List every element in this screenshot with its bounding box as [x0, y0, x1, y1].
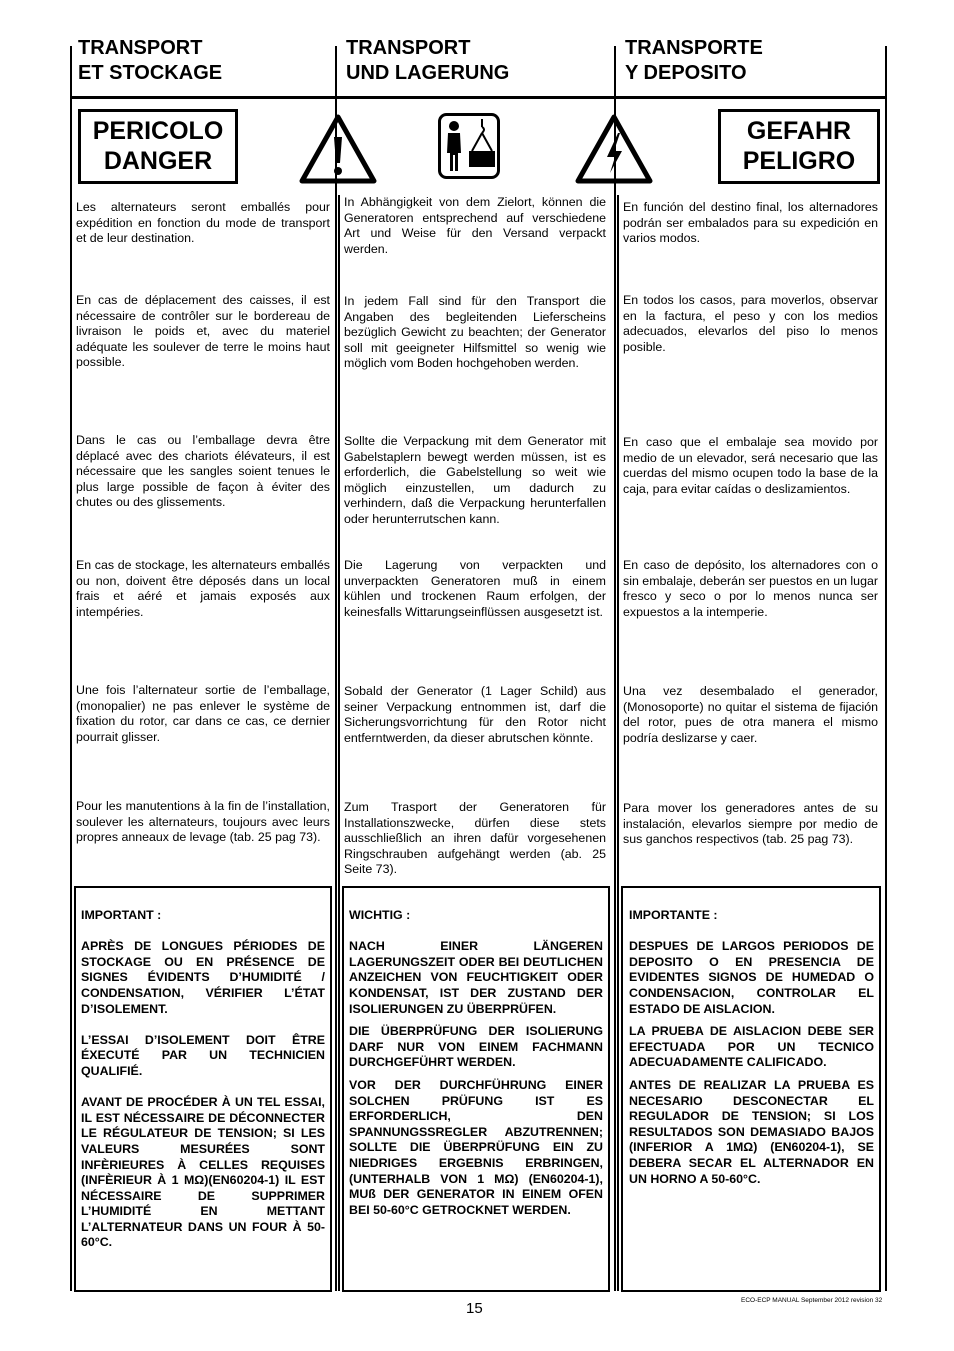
- important-p2-de: DIE ÜBERPRÜFUNG DER ISOLIERUNG DARF NUR VON EINEM FACHMANN DURCHGEFÜHRT WERDEN.: [349, 1024, 603, 1070]
- paragraph-de-5: Sobald der Generator (1 Lager Schild) aus seiner Verpackung entnommen ist, darf die Sicherungsvorrichtung für den Rotor nicht entferntwerden, da dieser abrutschen könnte.: [344, 684, 606, 745]
- important-text-es: [629, 908, 874, 1203]
- paragraph-de-2: In jedem Fall sind für den Transport die Angaben des begleitenden Lieferscheins bezüglich Gewicht zu beachten; der Generator soll mit geeigneter Hilfsmittel so wenig wie möglich vom Boden hochgehoben werden.: [344, 294, 606, 370]
- important-p3-fr: AVANT DE PROCÉDER À UN TEL ESSAI, IL EST NÉCESSAIRE DE DÉCONNECTER LE RÉGULATEUR DE TENSION; SI LES VALEURS MESURÉES SONT INFÈRIEURES À CELLES REQUISES (INFÈRIEUR À 1 MΩ)(EN60204-1) IL EST NÉCESSAIRE DE SUPPRIMER L’HUMIDITÉ EN METTANT L’ALTERNATEUR DANS UN FOUR À 50-60°C.: [81, 1095, 325, 1250]
- column-line: [617, 195, 619, 1291]
- header-fr: TRANSPORT ET STOCKAGE: [78, 37, 223, 84]
- important-p2-fr: L’ESSAI D’ISOLEMENT DOIT ÊTRE ÉXECUTÉ PAR UN TECHNICIEN QUALIFIÉ.: [81, 1032, 325, 1078]
- column-line: [614, 46, 616, 1291]
- important-title-es: IMPORTANTE :: [629, 908, 718, 922]
- warning-box-left: PERICOLO DANGER: [78, 109, 238, 184]
- important-p3-es: ANTES DE REALIZAR LA PRUEBA ES NECESARIO DESCONECTAR EL REGULADOR DE TENSION; SI LOS RESULTADOS SON DEMASIADO BAJOS (INFERIOR A 1MΩ) (EN60204-1), SE DEBERA SECAR EL ALTERNADOR EN UN HORNO A 50-60°C.: [629, 1077, 874, 1186]
- paragraph-fr-6: Pour les manutentions à la fin de l’installation, soulever les alternateurs, toujours avec leurs propres anneaux de levage (tab. 25 pag 73).: [76, 799, 330, 844]
- paragraph-fr-1: Les alternateurs seront emballés pour expédition en fonction du mode de transport et de leur destination.: [76, 200, 330, 245]
- paragraph-es-6: Para mover los generadores antes de su instalación, elevarlos siempre por medio de sus ganchos respectivos (tab. 25 pag 73).: [623, 801, 878, 846]
- important-text-fr: [81, 908, 325, 1267]
- paragraph-es-4: En caso de depósito, los alternadores con o sin embalaje, deberán ser puestos en un lugar fresco y seco o por lo menos nunca ser expuestos a la intemperie.: [623, 558, 878, 619]
- warning-box-right: GEFAHR PELIGRO: [718, 109, 880, 184]
- paragraph-es-2: En todos los casos, para moverlos, observar en la factura, el peso y con los medios adecuados, elevarlos del piso lo menos posible.: [623, 293, 878, 354]
- important-p1-es: DESPUES DE LARGOS PERIODOS DE DEPOSITO O EN PRESENCIA DE EVIDENTES SIGNOS DE HUMEDAD O CONDENSACION, CONTROLAR EL ESTADO DE AISLACION.: [629, 939, 874, 1016]
- header-rule: [70, 96, 887, 99]
- paragraph-fr-2: En cas de déplacement des caisses, il est nécessaire de contrôler sur le bordereau de livraison le poids et, avec du materiel adéquate les soulever de terre le moins haut possible.: [76, 293, 330, 369]
- crane-lifting-person-icon: [438, 113, 500, 179]
- warning-triangle-exclamation-icon: [298, 113, 378, 185]
- header-de: TRANSPORT UND LAGERUNG: [346, 37, 510, 84]
- paragraph-de-4: Die Lagerung von verpackten und unverpackten Generatoren muß in einem kühlen und trockenen Raum erfolgen, der keinesfalls Wittarungseinflüssen ausgesetzt ist.: [344, 558, 606, 619]
- paragraph-es-3: En caso que el embalaje sea movido por medio de un elevador, será necesario que las cuerdas del mismo ocupen todo la base de la caja, para evitar caídas o deslizamientos.: [623, 435, 878, 496]
- important-title-fr: IMPORTANT :: [81, 908, 162, 922]
- paragraph-fr-5: Une fois l’alternateur sortie de l’emballage, (monopalier) ne pas enlever le système de fixation du rotor, car dans ce cas, ce dernier pourrait glisser.: [76, 683, 330, 744]
- paragraph-es-5: Una vez desembalado el generador, (Monosoporte) no quitar el sistema de fijación del rotor, pues de otra manera el mismo podría deslizarse y caer.: [623, 684, 878, 745]
- header-es: TRANSPORTE Y DEPOSITO: [625, 37, 763, 84]
- important-title-de: WICHTIG :: [349, 908, 411, 922]
- column-line: [885, 46, 887, 1291]
- important-p1-fr: APRÈS DE LONGUES PÉRIODES DE STOCKAGE OU EN PRÉSENCE DE SIGNES ÉVIDENTS D’HUMIDITÉ / CONDENSATION, VÉRIFIER L’ÉTAT D’ISOLEMENT.: [81, 939, 325, 1016]
- important-p2-es: LA PRUEBA DE AISLACION DEBE SER EFECTUADA POR UN TECNICO ADECUADAMENTE CALIFICADO.: [629, 1024, 874, 1070]
- column-line: [335, 46, 337, 1291]
- column-line: [338, 195, 340, 1291]
- paragraph-de-1: In Abhängigkeit von dem Zielort, können die Generatoren entsprechend auf verschiedene Art und Weise für den Versand verpackt werden.: [344, 195, 606, 256]
- column-line: [70, 46, 72, 1291]
- paragraph-fr-3: Dans le cas ou l’emballage devra être déplacé avec des chariots élévateurs, il est nécessaire que les sangles soient tenues le plus large possible de façon à éviter des chutes ou des glissements.: [76, 433, 330, 509]
- paragraph-es-1: En función del destino final, los alternadores podrán ser embalados para su expedición en varios modos.: [623, 200, 878, 245]
- important-p1-de: NACH EINER LÄNGEREN LAGERUNGSZEIT ODER BEI DEUTLICHEN ANZEICHEN VON FEUCHTIGKEIT ODER KONDENSAT, IST DER ZUSTAND DER ISOLIERUNGEN ZU ÜBERPRÜFEN.: [349, 939, 603, 1016]
- page-number: 15: [466, 1300, 483, 1317]
- footer-note: ECO-ECP MANUAL September 2012 revision 32: [741, 1297, 883, 1304]
- paragraph-de-6: Zum Trasport der Generatoren für Installationszwecke, dürfen diese stets ausschließlich an ihren dafür vorgesehenen Ringschrauben aufgehängt werden (ab. 25 Seite 73).: [344, 800, 606, 876]
- important-text-de: [349, 908, 603, 1234]
- electric-hazard-icon: [574, 113, 654, 185]
- paragraph-fr-4: En cas de stockage, les alternateurs emballés ou non, doivent être déposés dans un local frais et aéré et jamais exposés aux intempéries.: [76, 558, 330, 619]
- important-p3-de: VOR DER DURCHFÜHRUNG EINER SOLCHEN PRÜFUNG IST ES ERFORDERLICH, DEN SPANNUNGSSREGLER ABZUTRENNEN; SOLLTE DIE ÜBERPRÜFUNG EIN ZU NIEDRIGES ERGEBNIS ERBRINGEN, (UNTERHALB VON 1 MΩ) (EN60204-1), MUß DER GENERATOR IN EINEM OFEN BEI 50-60°C GETROCKNET WERDEN.: [349, 1077, 603, 1217]
- paragraph-de-3: Sollte die Verpackung mit dem Generator mit Gabelstaplern bewegt werden müssen, ist es erforderlich, die Gabelstellung so weit wie möglich einzustellen, um dadurch zu verhindern, daß die Verpackung herunterfallen oder herunterrutschen kann.: [344, 434, 606, 526]
